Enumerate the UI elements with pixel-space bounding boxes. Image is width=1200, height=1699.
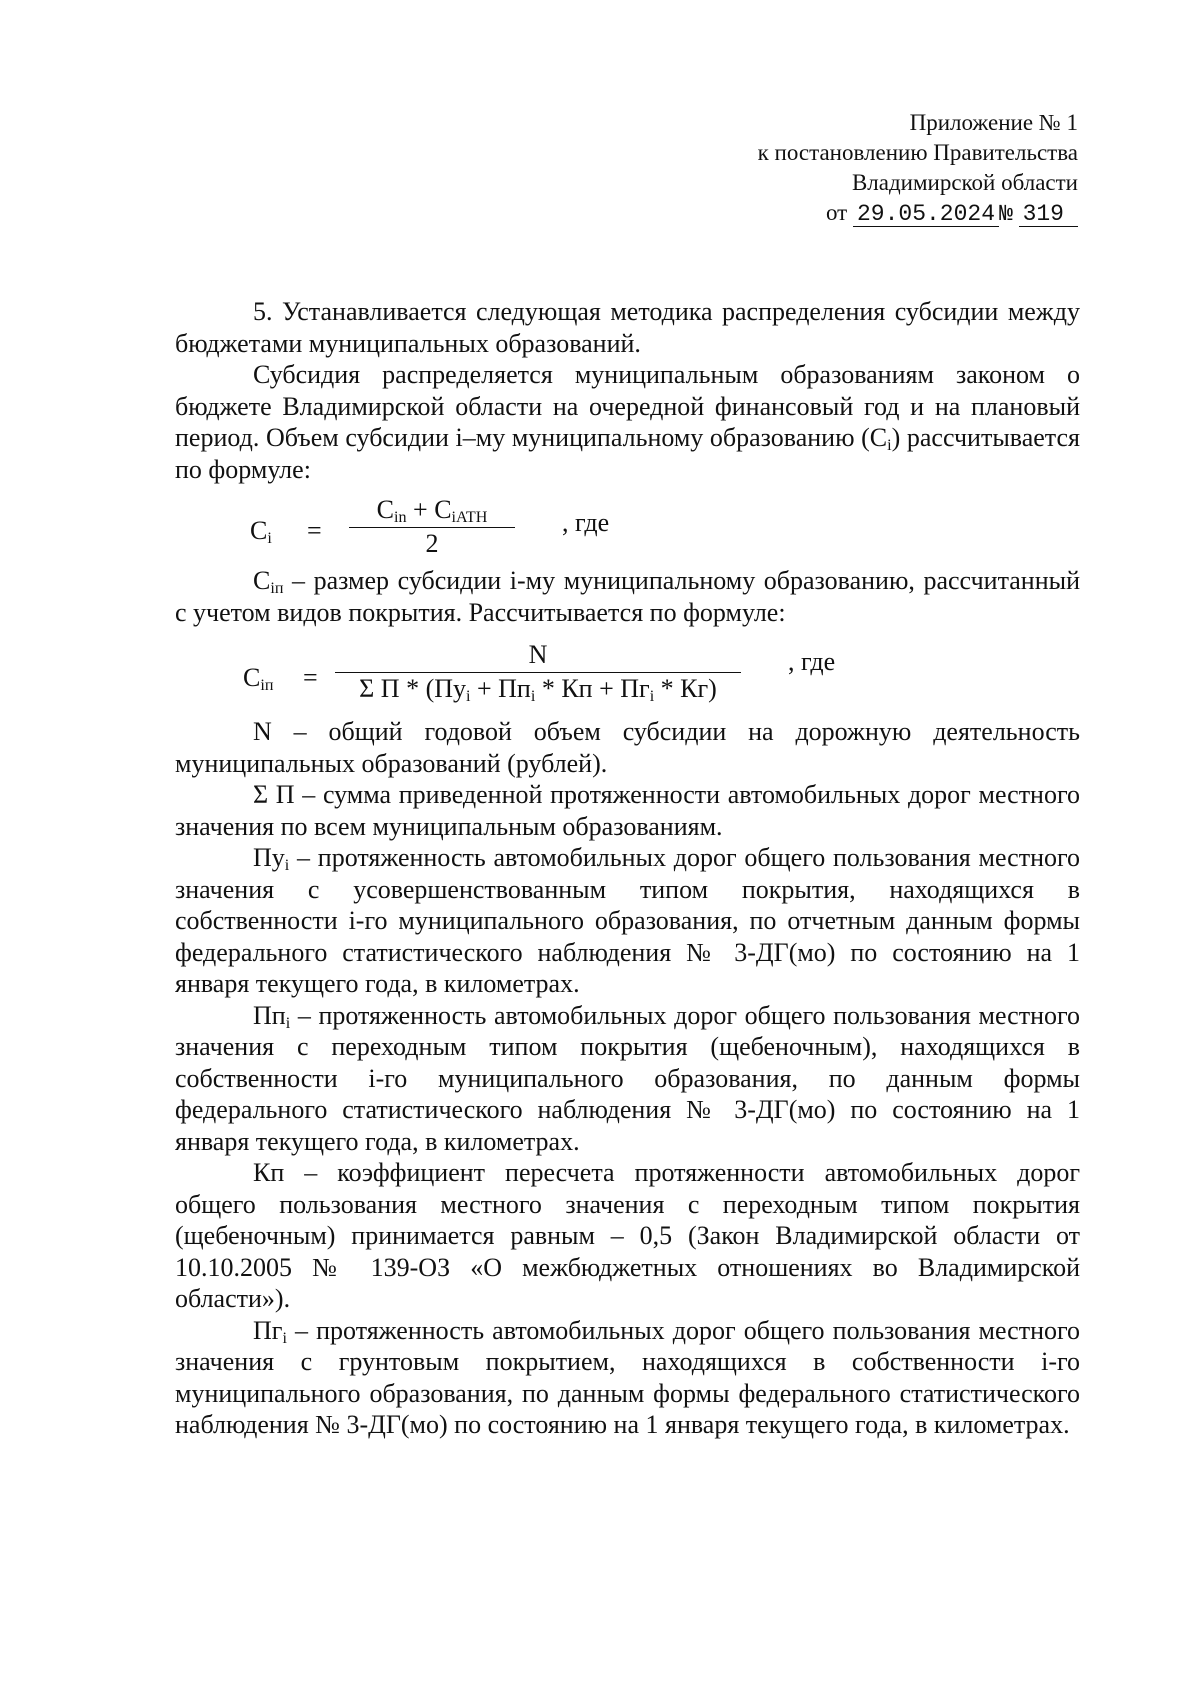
resolution-number: 319: [1019, 202, 1078, 227]
paragraph-distribution-tail: ) рассчитывается по формуле:: [175, 423, 1080, 484]
formula-cin-where: , где: [788, 647, 836, 676]
appendix-date-line: [758, 198, 1078, 229]
resolution-date: 29.05.2024: [853, 202, 999, 227]
formula-ci-fraction: [349, 495, 515, 560]
formula-cin-denominator: Σ $П * (Пу_i + Пп_i$ * Кп + $Пг_i * Кг$): [359, 674, 717, 706]
paragraph-methodology: 5. Устанавливается следующая методика распределения субсидии между бюджетами муниципальных образований.: [175, 297, 1080, 358]
appendix-header: [758, 108, 1078, 229]
formula-ci-denominator: 2: [425, 529, 439, 558]
appendix-resolution: к постановлению Правительства: [757, 140, 1078, 165]
appendix-region: Владимирской области: [851, 170, 1078, 195]
paragraph-kp: Кп – коэффициент пересчета протяженности автомобильных дорог общего пользования местного значения с переходным типом покрытия (щебеночным) принимается равным – 0,5 (Закон Владимирской области от 10.10.2005 № 139-ОЗ «О межбюджетных отношениях во Владимирской области»).: [175, 1158, 1080, 1313]
subscript: i: [887, 437, 892, 455]
formula-ci-numerator: $C_{in} + C_{iATH}$: [349, 495, 515, 528]
paragraph-cin: $C_{iп}$ – размер субсидии i-му муниципальному образованию, рассчитанный с учетом видов покрытия. Рассчитывается по формуле:: [175, 566, 1080, 627]
appendix-number: Приложение № 1: [909, 110, 1078, 135]
formula-cin: [175, 640, 1080, 704]
formula-ci-equals: =: [307, 516, 322, 545]
document-body: [175, 296, 1080, 1441]
formula-ci: [175, 495, 1080, 559]
paragraph-pp: $Пп_i$ – протяженность автомобильных дорог общего пользования местного значения с переходным типом покрытия (щебеночным), находящихся в собственности i-го муниципального образования, по данным формы федерального статистического наблюдения № 3-ДГ(мо) по состоянию на 1 января текущего года, в километрах.: [175, 1000, 1080, 1156]
formula-cin-numerator: N: [335, 640, 741, 673]
formula-cin-equals: =: [303, 663, 318, 692]
date-prefix: от: [825, 200, 848, 225]
formula-cin-lhs: $C_{iп}$: [243, 663, 274, 695]
paragraph-pu: $Пу_i$ – протяженность автомобильных дорог общего пользования местного значения с усовершенствованным типом покрытия, находящихся в собственности i-го муниципального образования, по отчетным данным формы федерального статистического наблюдения № 3-ДГ(мо) по состоянию на 1 января текущего года, в километрах.: [175, 843, 1080, 998]
paragraph-pg: $Пг_i$ – протяженность автомобильных дорог общего пользования местного значения с грунтовым покрытием, находящихся в собственности i-го муниципального образования, по данным формы федерального статистического наблюдения № 3-ДГ(мо) по состоянию на 1 января текущего года, в километрах.: [175, 1315, 1080, 1439]
number-prefix: №: [999, 201, 1013, 227]
formula-ci-lhs: $C_i$: [250, 516, 272, 548]
paragraph-n: N – общий годовой объем субсидии на дорожную деятельность муниципальных образований (рублей).: [175, 717, 1080, 778]
formula-ci-where: , где: [562, 508, 610, 537]
paragraph-distribution-text: Субсидия распределяется муниципальным образованиям законом о бюджете Владимирской области на очередной финансовый год и на плановый период. Объем субсидии i–му муниципальному образованию (C: [175, 360, 1080, 452]
paragraph-distribution: [175, 359, 1080, 485]
formula-cin-fraction: [335, 640, 741, 705]
paragraph-sum-p: Σ П – сумма приведенной протяженности автомобильных дорог местного значения по всем муниципальным образованиям.: [175, 780, 1080, 841]
